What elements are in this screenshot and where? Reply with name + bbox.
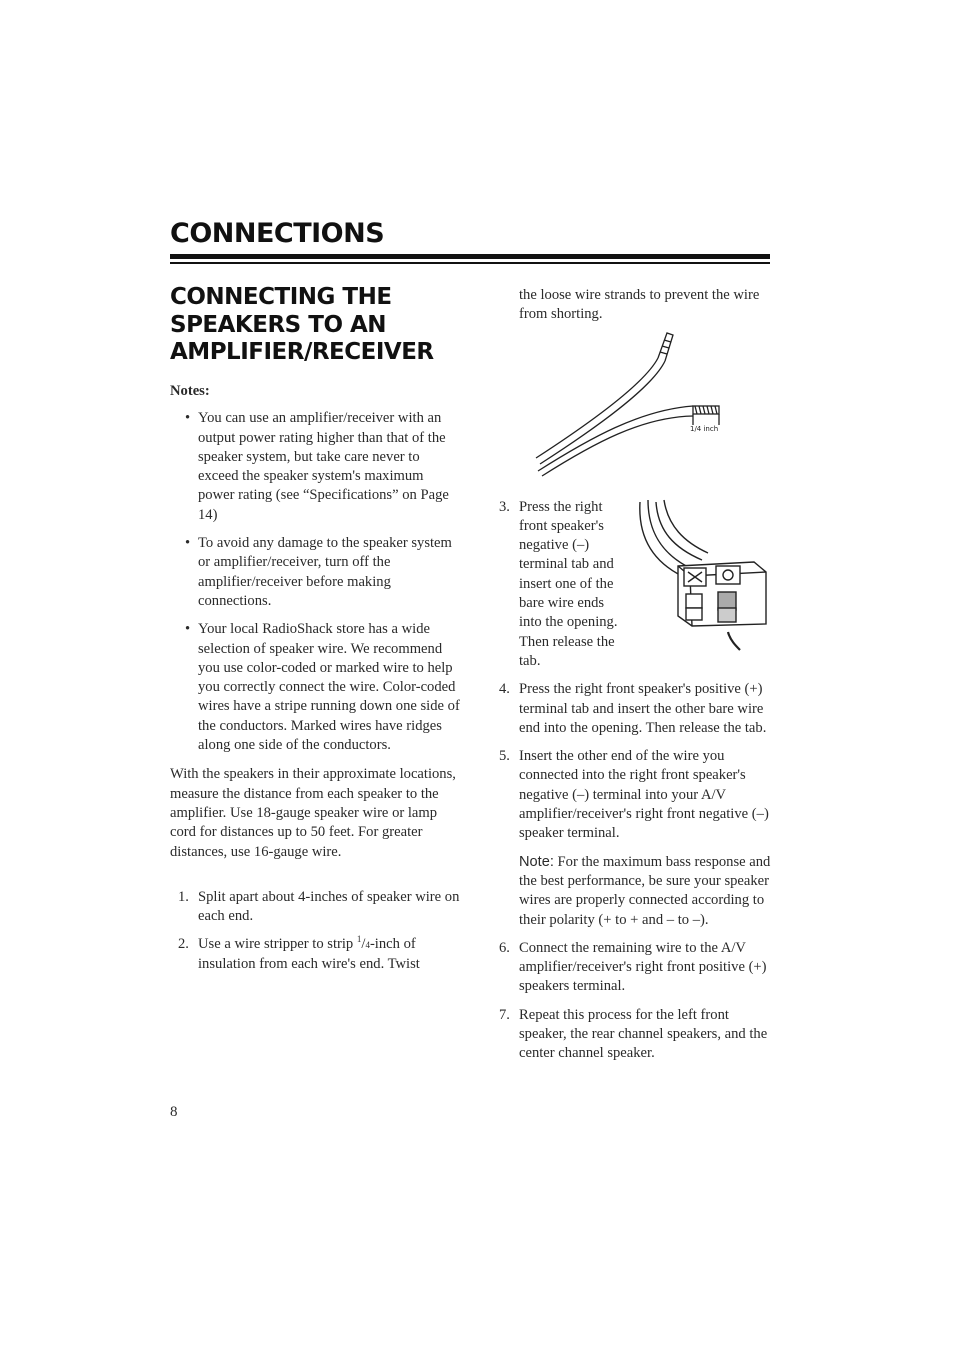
step-item-continued [491,286,771,325]
speaker-terminal-illustration [632,496,770,654]
step-item [491,1006,771,1064]
note-item [170,620,460,755]
step-text: Press the right front speaker's positive (+) terminal tab and insert the other bare wire end into the opening. Then release the tab. [519,681,767,736]
step-item [170,888,460,927]
step-item [491,680,771,738]
step-number: 5. [499,748,510,765]
step-number: 3. [499,498,510,515]
note-item [170,409,460,525]
section-title: CONNECTIONS [170,218,385,249]
stripped-wire-illustration [530,328,730,478]
subsection-title-line-3: AMPLIFIER/RECEIVER [170,339,434,365]
step-text-pre: Use a wire stripper to strip [198,936,357,953]
step-note [519,853,771,930]
step-number: 6. [499,939,510,956]
notes-list [170,409,460,755]
left-column [170,382,460,983]
notes-label: Notes: [170,383,210,399]
wire-length-label: 1/4 inch [690,425,719,433]
header-rule-thick [170,254,770,259]
fraction-numerator: 1 [356,934,362,945]
step-text: the loose wire strands to prevent the wire from shorting. [519,287,760,323]
step-item [170,935,460,974]
subsection-title [170,284,470,367]
step-item [491,747,771,930]
fraction-denominator: 4 [365,940,370,951]
note-item [170,534,460,611]
step-text: Split apart about 4-inches of speaker wire on each end. [198,888,460,925]
subsection-title-line-2: SPEAKERS TO AN [170,311,387,338]
page-number: 8 [170,1104,178,1120]
step-text: Press the right front speaker's negative (–) terminal tab and insert one of the bare wire ends into the opening. Then release the tab. [519,498,618,669]
bullet-icon: • [185,621,191,638]
step-note-label: Note: [519,853,554,870]
step-number: 1. [178,888,189,905]
header-rule-thin [170,262,770,264]
step-text: Use a wire stripper to strip $^1$/4-inch of insulation from each wire's end. Twist [198,934,420,972]
step-item [491,939,771,997]
step-text: Connect the remaining wire to the A/V amplifier/receiver's right front positive (+) speakers terminal. [519,939,767,995]
step-text-post: -inch of insulation from each wire's end. Twist [198,936,420,972]
steps-list-right [491,286,771,325]
step-text: Repeat this process for the left front speaker, the rear channel speakers, and the center channel speaker. [519,1006,768,1062]
note-text: To avoid any damage to the speaker system or amplifier/receiver, turn off the amplifier/receiver before making connections. [198,535,452,609]
step-item [491,498,627,672]
subsection-title-line-1: CONNECTING THE [170,284,392,310]
step-number: 7. [499,1006,510,1023]
step-note-text: For the maximum bass response and the best performance, be sure your speaker wires are properly connected according to their polarity (+ to + and – to –). [519,853,771,928]
bullet-icon: • [185,535,191,552]
step-text: Insert the other end of the wire you connected into the right front speaker's negative (–) terminal into your A/V amplifier/receiver's right front negative (–) speaker terminal. [519,748,769,842]
step-number: 4. [499,681,510,698]
step-number: 2. [178,936,189,953]
bullet-icon: • [185,410,191,427]
note-text: Your local RadioShack store has a wide selection of speaker wire. We recommend you use color-coded or marked wire to help you correctly connect the wire. Color-coded wires have a stripe running down one side of the conductors. Marked wires have ridges along one side of the conductors. [198,621,460,754]
note-text: You can use an amplifier/receiver with an output power rating higher than that of the speaker system, but take care never to exceed the speaker system's maximum power rating (see “Specifications” on Page 14) [198,410,449,523]
steps-list-left [170,888,460,974]
intro-paragraph: With the speakers in their approximate locations, measure the distance from each speaker to the amplifier. Use 18-gauge speaker wire or lamp cord for distances up to 50 feet. For greater distances, use 16-gauge wire. [170,766,456,860]
